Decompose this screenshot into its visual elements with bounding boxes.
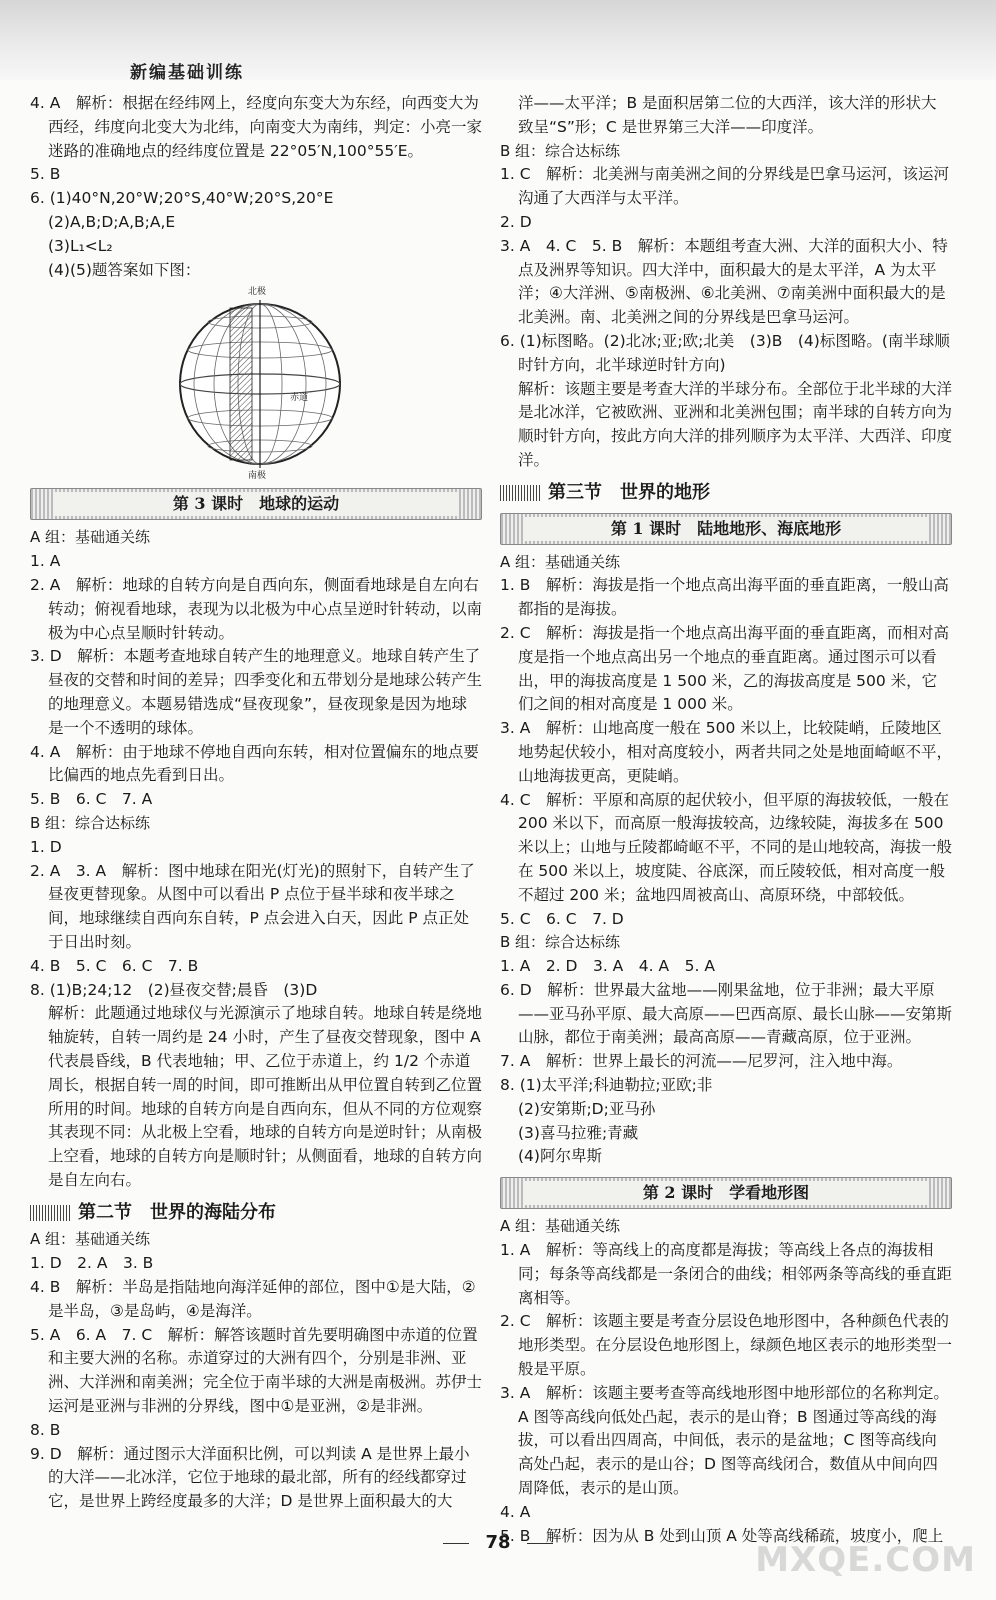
answer-text: 5. C 6. C 7. D: [500, 909, 624, 928]
group-heading: A 组：基础通关练: [500, 552, 621, 571]
answer-text: 4. A 解析：根据在经纬网上，经度向东变大为东经，向西变大为西经，纬度向北变大为北纬，向南变大为南纬，判定：小亮一家迷路的准确地点的经纬度位置是 22°05′N,100°55′E。: [30, 94, 483, 160]
lesson-banner: [500, 513, 952, 545]
answer-text: (3)喜马拉雅;青藏: [518, 1123, 639, 1142]
answer-text: 3. A 4. C 5. B 解析：本题组考查大洲、大洋的面积大小、特点及洲界等知识。四大洋中，面积最大的是太平洋，A 为太平洋；④大洋洲、⑤南极洲、⑥北美洲、⑦南美洲中面积最大的是北美洲。南、北美洲之间的分界线是巴拿马运河。: [500, 236, 948, 327]
answer-text: 4. C 解析：平原和高原的起伏较小，但平原的海拔较低，一般在 200 米以下，而高原一般海拔较高，边缘较陡，海拔多在 500 米以上；山地与丘陵都崎岖不平，不同的是山地较高，海拔一般在 500 米以上，坡度陡、谷底深，而丘陵较低，相对高度一般不超过 200 米；盆地四周被高山、高原环绕，中部较低。: [500, 790, 953, 904]
answer-text: 2. A 解析：地球的自转方向是自西向东，侧面看地球是自左向右转动；俯视看地球，表现为以北极为中心点呈逆时针转动，以南极为中心点呈顺时针转动。: [30, 575, 483, 642]
section-bars-icon: [500, 485, 540, 501]
right-column: [500, 92, 952, 1548]
answer-text: 6. (1)标图略。(2)北冰;亚;欧;北美 (3)B (4)标图略。(南半球顺时针方向，北半球逆时针方向): [500, 331, 950, 374]
answer-text: (3)L₁<L₂: [48, 236, 113, 255]
answer-text: 5. B 6. C 7. A: [30, 790, 153, 809]
answer-text: (2)A,B;D;A,B;A,E: [48, 212, 176, 231]
answer-text: 2. C 解析：海拔是指一个地点高出海平面的垂直距离，而相对高度是指一个地点高出另一个地点的垂直距离。通过图示可以看出，甲的海拔高度是 1 500 米，乙的海拔高度是 500 米，它们之间的相对高度是 1 000 米。: [500, 623, 950, 714]
answer-text: 4. B 5. C 6. C 7. B: [30, 956, 199, 975]
answer-text: 1. A: [30, 552, 61, 571]
answer-text: 5. A 6. A 7. C 解析：解答该题时首先要明确图中赤道的位置和主要大洲的名称。赤道穿过的大洲有四个，分别是非洲、亚洲、大洋洲和南美洲；完全位于南半球的大洲是南极洲。苏伊士运河是亚洲与非洲的分界线，图中①是亚洲，②是非洲。: [30, 1325, 483, 1416]
section-heading: [30, 1201, 482, 1225]
answer-text: 7. A 解析：世界上最长的河流——尼罗河，注入地中海。: [500, 1052, 903, 1071]
answer-text: 4. A 解析：由于地球不停地自西向东转，相对位置偏东的地点要比偏西的地点先看到日出。: [30, 742, 479, 785]
answer-text: 4. B 解析：半岛是指陆地向海洋延伸的部位，图中①是大陆，②是半岛，③是岛屿，④是海洋。: [30, 1278, 476, 1320]
answer-text: 5. B 解析：因为从 B 处到山顶 A 处等高线稀疏，坡度小，爬上: [500, 1526, 944, 1545]
footer-dash: [527, 1543, 553, 1544]
answer-text: 1. C 解析：北美洲与南美洲之间的分界线是巴拿马运河，该运河沟通了大西洋与太平洋。: [500, 165, 950, 208]
footer-dash: [443, 1543, 469, 1544]
answer-text: 3. D 解析：本题考查地球自转产生的地理意义。地球自转产生了昼夜的交替和时间的差异；四季变化和五带划分是地球公转产生的地理意义。本题易错选成“昼夜现象”，昼夜现象是因为地球是一个不透明的球体。: [30, 647, 483, 737]
section-title: 第二节 世界的海陆分布: [78, 1201, 276, 1223]
answer-text: (4)(5)题答案如下图：: [48, 260, 201, 279]
answer-text: 3. A 解析：该题主要考查等高线地形图中地形部位的名称判定。A 图等高线向低处凸起，表示的是山脊；B 图通过等高线的海拔，可以看出四周高，中间低，表示的是盆地；C 图等高线向高处凸起，表示的是山谷；D 图等高线闭合，数值从中间向四周降低，表示的是山顶。: [500, 1383, 949, 1498]
answer-text: 1. D: [30, 837, 62, 856]
answer-text: 1. A 解析：等高线上的高度都是海拔；等高线上各点的海拔相同；每条等高线都是一条闭合的曲线；相邻两条等高线的垂直距离相等。: [500, 1241, 953, 1307]
answer-text: 5. B: [30, 165, 61, 184]
lesson-title: 第 1 课时 陆地地形、海底地形: [523, 517, 929, 541]
group-heading: B 组：综合达标练: [500, 933, 621, 952]
answer-text: (4)阿尔卑斯: [518, 1147, 602, 1166]
page-number: 78: [485, 1532, 511, 1553]
group-heading: A 组：基础通关练: [500, 1217, 621, 1236]
answer-text: 9. D 解析：通过图示大洋面积比例，可以判读 A 是世界上最小的大洋——北冰洋，它位于地球的最北部，所有的经线都穿过它，是世界上跨经度最多的大洋；D 是世界上面积最大的大: [30, 1444, 470, 1511]
answer-text: 2. D: [500, 212, 532, 231]
section-title: 第三节 世界的地形: [548, 481, 710, 503]
section-bars-icon: [30, 1205, 70, 1221]
answer-text: 1. A 2. D 3. A 4. A 5. A: [500, 957, 715, 976]
explanation-text: 解析：该题主要是考查大洋的半球分布。全部位于北半球的大洋是北冰洋，它被欧洲、亚洲和北美洲包围；南半球的自转方向为顺时针方向，按此方向大洋的排列顺序为太平洋、大西洋、印度洋。: [518, 379, 953, 469]
group-heading: A 组：基础通关练: [30, 1230, 151, 1249]
lesson-title: 第 3 课时 地球的运动: [53, 492, 459, 516]
answer-text: 8. (1)太平洋;科迪勒拉;亚欧;非: [500, 1076, 713, 1095]
section-heading: [500, 481, 952, 505]
lesson-banner: [500, 1177, 952, 1209]
answer-text: (2)安第斯;D;亚马孙: [518, 1099, 656, 1118]
answer-text: 6. (1)40°N,20°W;20°S,40°W;20°S,20°E: [30, 189, 334, 208]
globe-diagram: [170, 284, 350, 480]
explanation-text: 解析：此题通过地球仪与光源演示了地球自转。地球自转是绕地轴旋转，自转一周约是 24 小时，产生了昼夜交替现象，图中 A 代表晨昏线，B 代表地轴；甲、乙位于赤道上，约 1/2 个赤道周长，根据自转一周的时间，即可推断出从甲位置自转到乙位置所用的时间。地球的自转方向是自西向东，但从不同的方位观察其表现不同：从北极上空看，地球的自转方向是逆时针；从南极上空看，地球的自转方向是顺时针；从侧面看，地球的自转方向是自左向右。: [48, 1004, 483, 1189]
north-pole-label: 北极: [248, 287, 267, 298]
answer-text: 洋——太平洋；B 是面积居第二位的大西洋，该大洋的形状大致呈“S”形；C 是世界第三大洋——印度洋。: [518, 94, 937, 136]
answer-text: 2. A 3. A 解析：图中地球在阳光(灯光)的照射下，自转产生了昼夜更替现象。从图中可以看出 P 点位于昼半球和夜半球之间，地球继续自西向东自转，P 点会进入白天，因此 P 点正处于日出时刻。: [30, 861, 475, 951]
lesson-title: 第 2 课时 学看地形图: [523, 1181, 929, 1205]
answer-text: 3. A 解析：山地高度一般在 500 米以上，比较陡峭，丘陵地区地势起伏较小，相对高度较小，两者共同之处是地面崎岖不平，山地海拔更高，更陡峭。: [500, 719, 953, 785]
left-column: [30, 92, 482, 1514]
group-heading: B 组：综合达标练: [500, 141, 621, 160]
answer-text: 8. B: [30, 1420, 61, 1439]
group-heading: A 组：基础通关练: [30, 528, 151, 547]
watermark-logo: MXQE.COM: [755, 1540, 976, 1580]
answer-text: 6. D 解析：世界最大盆地——刚果盆地，位于非洲；最大平原——亚马孙平原、最大高原——巴西高原、最长山脉——安第斯山脉，都位于南美洲；最高高原——青藏高原，位于亚洲。: [500, 980, 953, 1047]
answer-text: 8. (1)B;24;12 (2)昼夜交替;晨昏 (3)D: [30, 980, 318, 999]
page-header: [0, 0, 996, 83]
answer-text: 1. D 2. A 3. B: [30, 1254, 154, 1273]
answer-text: 4. A: [500, 1502, 531, 1521]
answer-text: 1. B 解析：海拔是指一个地点高出海平面的垂直距离，一般山高都指的是海拔。: [500, 576, 949, 619]
lesson-banner: [30, 488, 482, 520]
equator-label: 赤道: [290, 393, 309, 404]
answer-text: 2. C 解析：该题主要是考查分层设色地形图中，各种颜色代表的地形类型。在分层设色地形图上，绿颜色地区表示的地形类型一般是平原。: [500, 1312, 953, 1379]
hatched-band: [230, 308, 252, 460]
south-pole-label: 南极: [248, 471, 267, 481]
group-heading: B 组：综合达标练: [30, 813, 151, 832]
header-title: 新编基础训练: [130, 63, 244, 83]
